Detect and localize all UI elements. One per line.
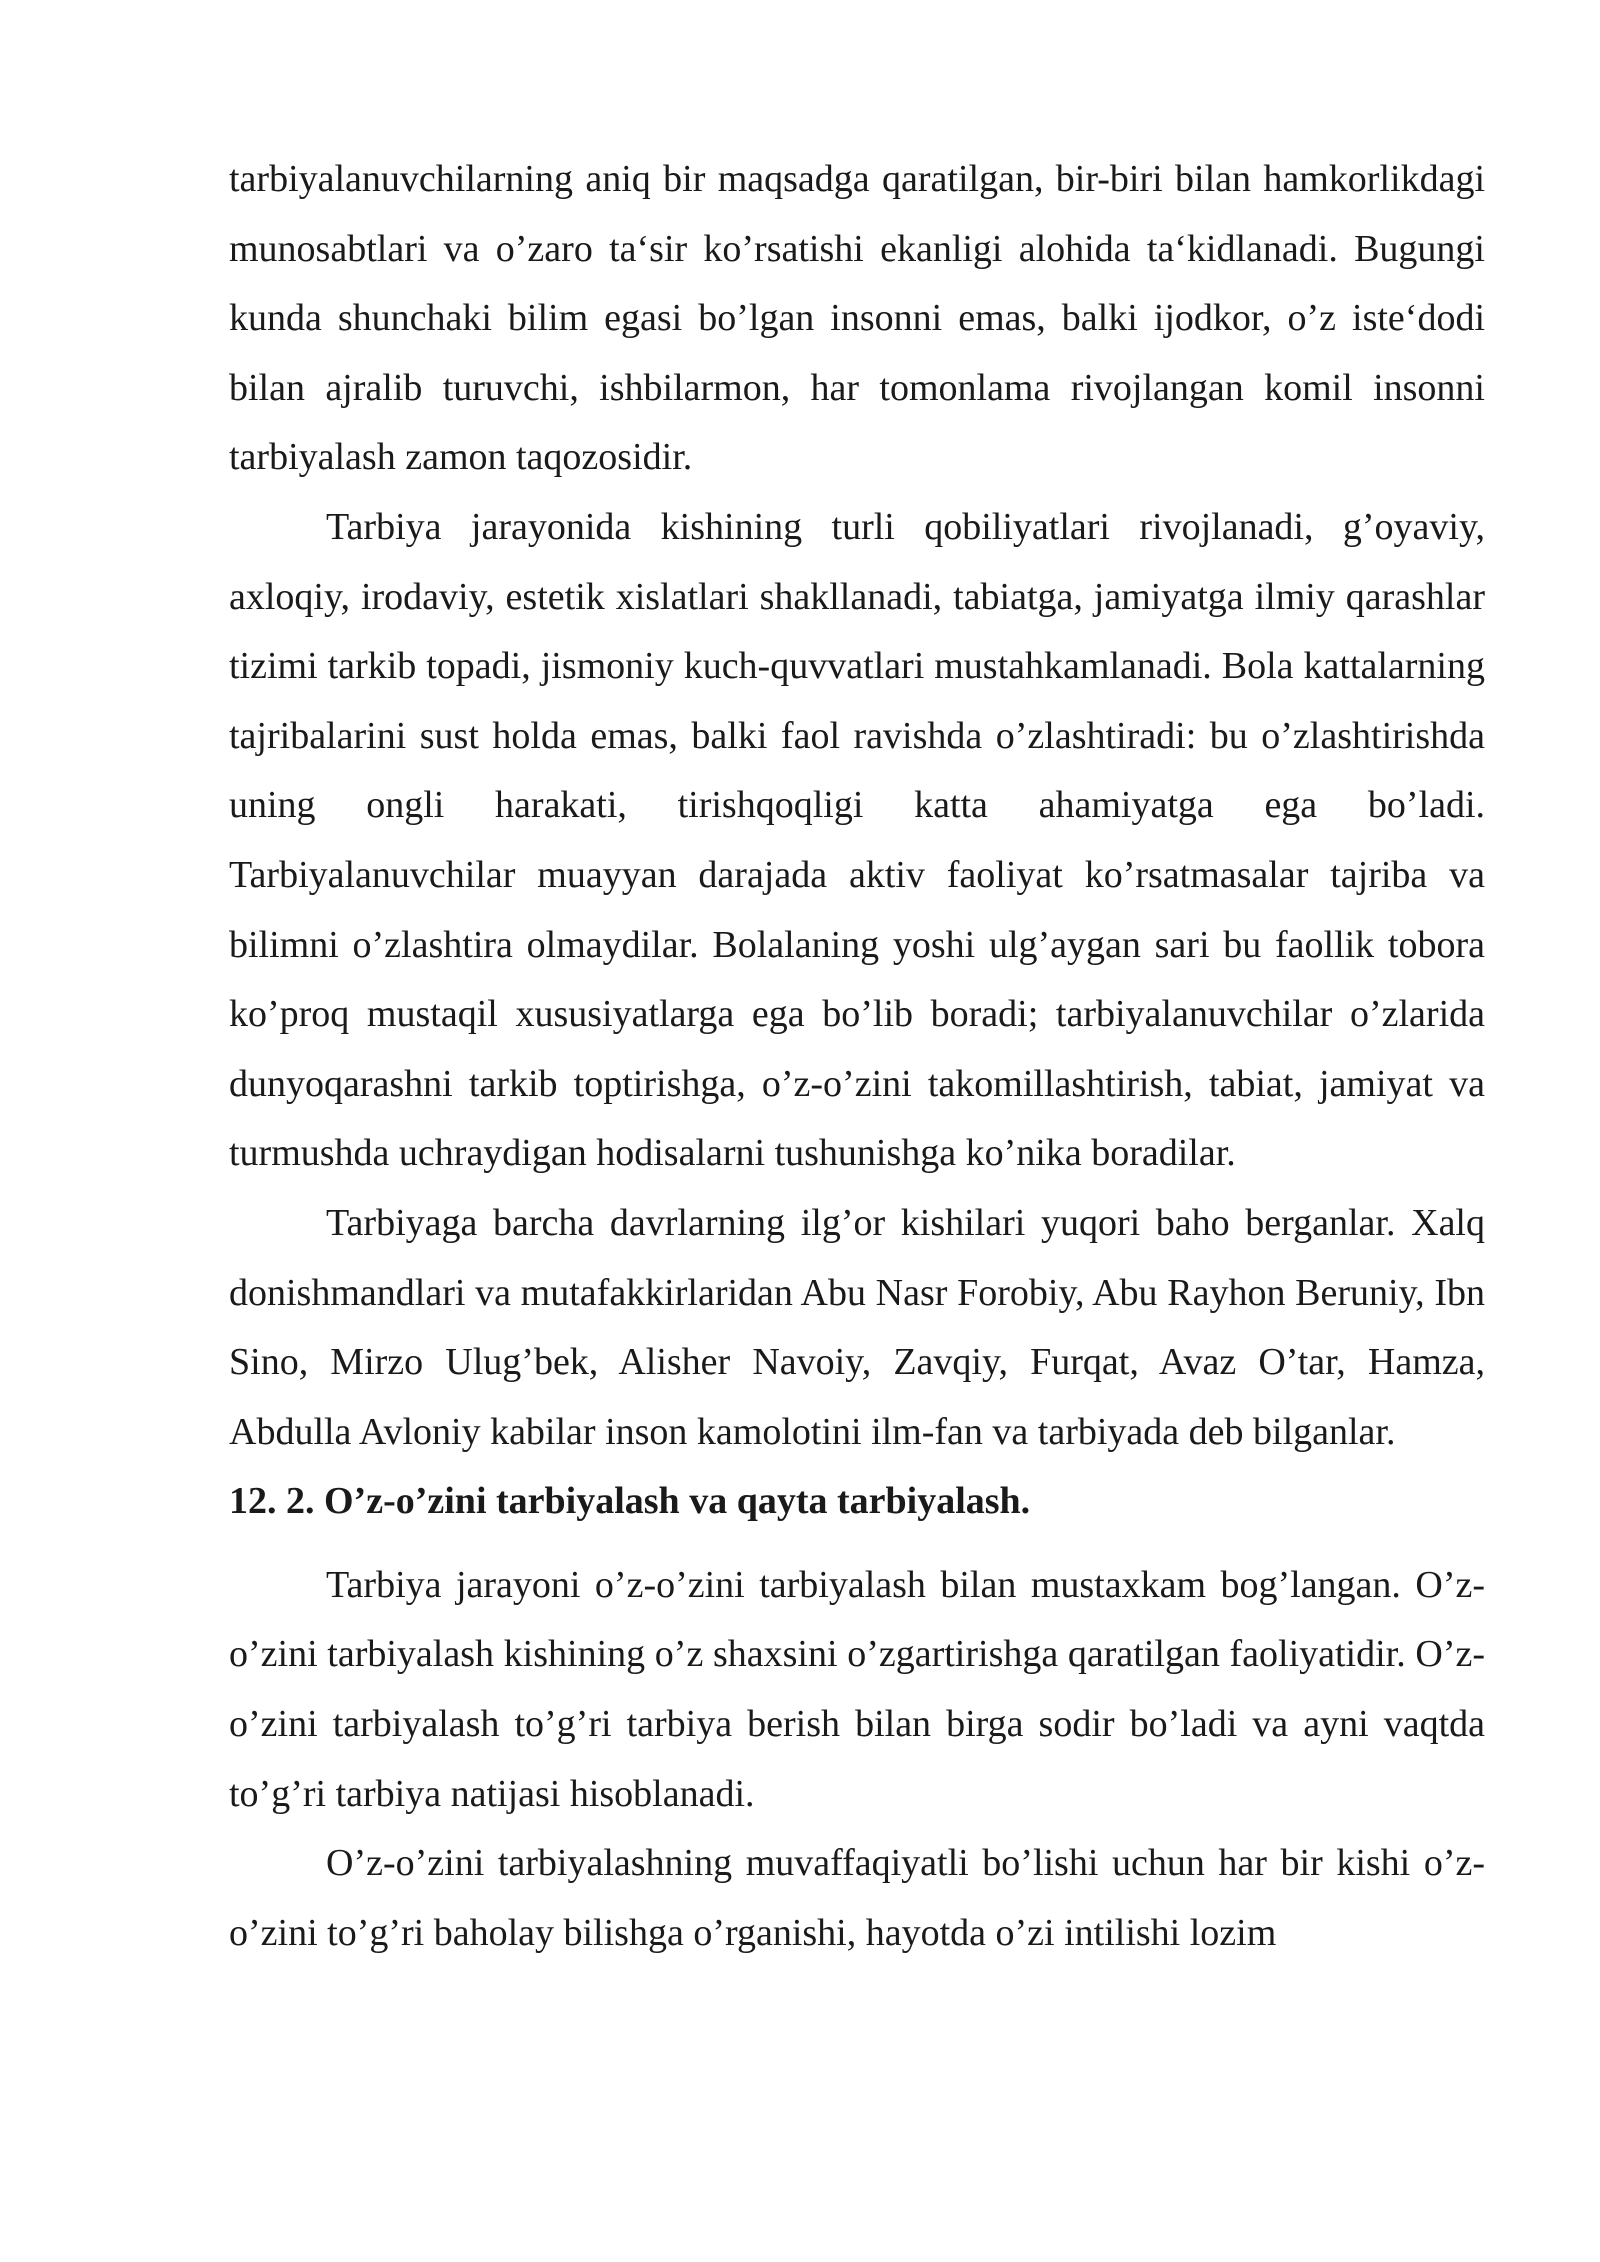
- paragraph-1: tarbiyalanuvchilarning aniq bir maqsadga qaratilgan, bir-biri bilan hamkorlikdagi munosabtlari va o’zaro ta‘sir ko’rsatishi ekanligi alohida ta‘kidlanadi. Bugungi kunda shunchaki bilim egasi bo’lgan insonni emas, balki ijodkor, o’z iste‘dodi bilan ajralib turuvchi, ishbilarmon, har tomonlama rivojlangan komil insonni tarbiyalash zamon taqozosidir.: [229, 158, 1485, 479]
- paragraph-3: Tarbiyaga barcha davrlarning ilg’or kishilari yuqori baho berganlar. Xalq donishmandlari va mutafakkirlaridan Abu Nasr Forobiy, Abu Rayhon Beruniy, Ibn Sino, Mirzo Ulug’bek, Alisher Navoiy, Zavqiy, Furqat, Avaz O’tar, Hamza, Abdulla Avloniy kabilar inson kamolotini ilm-fan va tarbiyada deb bilganlar.: [229, 1201, 1485, 1453]
- document-page: [229, 145, 1485, 1968]
- paragraph-2: Tarbiya jarayonida kishining turli qobiliyatlari rivojlanadi, g’oyaviy, axloqiy, irodaviy, estetik xislatlari shakllanadi, tabiatga, jamiyatga ilmiy qarashlar tizimi tarkib topadi, jismoniy kuch-quvvatlari mustahkamlanadi. Bola kattalarning tajribalarini sust holda emas, balki faol ravishda o’zlashtiradi: bu o’zlashtirishda uning ongli harakati, tirishqoqligi katta ahamiyatga ega bo’ladi. Tarbiyalanuvchilar muayyan darajada aktiv faoliyat ko’rsatmasalar tajriba va bilimni o’zlashtira olmaydilar. Bolalaning yoshi ulg’aygan sari bu faollik tobora ko’proq mustaqil xususiyatlarga ega bo’lib boradi; tarbiyalanuvchilar o’zlarida dunyoqarashni tarkib toptirishga, o’z-o’zini takomillashtirish, tabiat, jamiyat va turmushda uchraydigan hodisalarni tushunishga ko’nika boradilar.: [229, 505, 1485, 1175]
- section-heading: 12. 2. O’z-o’zini tarbiyalash va qayta tarbiyalash.: [229, 1480, 1031, 1523]
- section-paragraph-2: O’z-o’zini tarbiyalashning muvaffaqiyatli bo’lishi uchun har bir kishi o’z-o’zini to’g’ri baholay bilishga o’rganishi, hayotda o’zi intilishi lozim: [229, 1842, 1485, 1954]
- section-paragraph-1: Tarbiya jarayoni o’z-o’zini tarbiyalash bilan mustaxkam bog’langan. O’z-o’zini tarbiyalash kishining o’z shaxsini o’zgartirishga qaratilgan faoliyatidir. O’z-o’zini tarbiyalash to’g’ri tarbiya berish bilan birga sodir bo’ladi va ayni vaqtda to’g’ri tarbiya natijasi hisoblanadi.: [229, 1563, 1485, 1815]
